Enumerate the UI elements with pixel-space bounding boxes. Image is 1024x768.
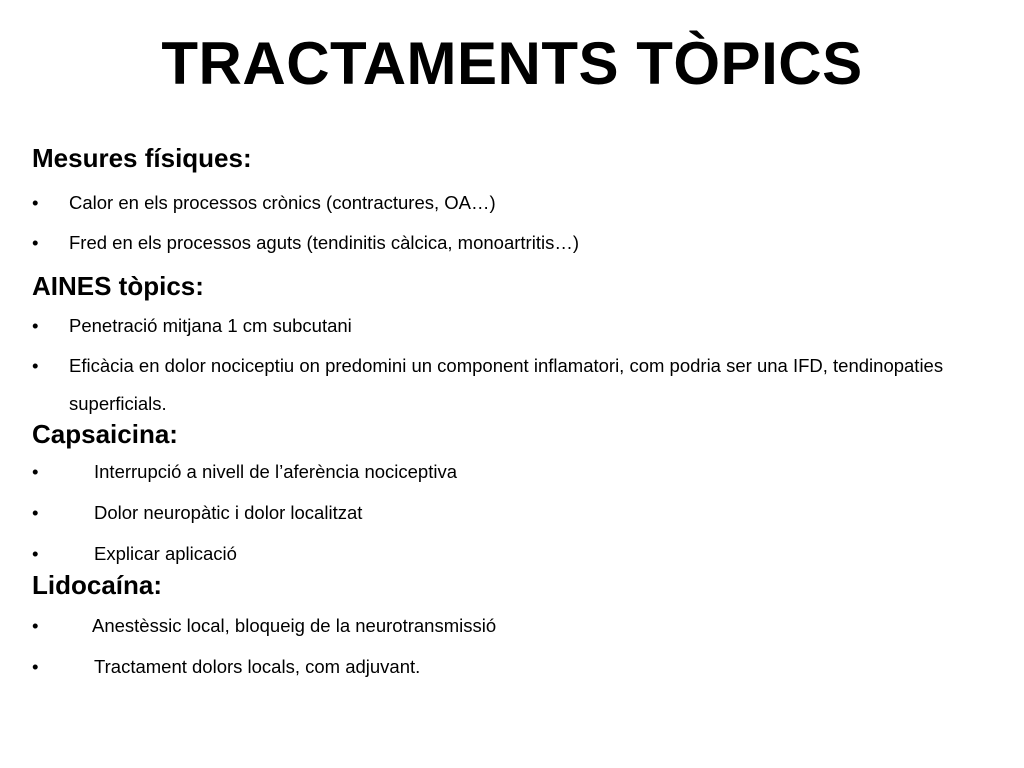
list-item-text: Eficàcia en dolor nociceptiu on predomini un component inflamatori, com podria ser una IFD, tendinopaties superficials. <box>69 355 944 414</box>
section-heading-capsaicina: Capsaicina: <box>32 419 178 449</box>
list-item-text: Penetració mitjana 1 cm subcutani <box>69 315 352 336</box>
list-item-text: Fred en els processos aguts (tendinitis càlcica, monoartritis…) <box>69 232 579 253</box>
bullet-icon: • <box>32 543 39 564</box>
section-heading-mesures-fisiques: Mesures físiques: <box>32 143 252 173</box>
list-item-text: Anestèssic local, bloqueig de la neurotransmissió <box>92 615 497 636</box>
list-item-text: Dolor neuropàtic i dolor localitzat <box>94 502 363 523</box>
bullet-icon: • <box>32 615 39 636</box>
list-item-text: Explicar aplicació <box>94 543 237 564</box>
list-item-text: Calor en els processos crònics (contractures, OA…) <box>69 192 496 213</box>
bullet-icon: • <box>32 461 39 482</box>
bullet-icon: • <box>32 192 39 213</box>
list-item-text: Interrupció a nivell de l’aferència nociceptiva <box>94 461 458 482</box>
bullet-icon: • <box>32 355 39 376</box>
section-heading-aines-topics: AINES tòpics: <box>32 271 204 301</box>
bullet-icon: • <box>32 232 39 253</box>
bullet-icon: • <box>32 502 39 523</box>
bullet-icon: • <box>32 656 39 677</box>
bullet-icon: • <box>32 315 39 336</box>
section-heading-lidocaina: Lidocaína: <box>32 570 163 600</box>
list-item-text: Tractament dolors locals, com adjuvant. <box>94 656 421 677</box>
slide-title: TRACTAMENTS TÒPICS <box>161 30 863 97</box>
